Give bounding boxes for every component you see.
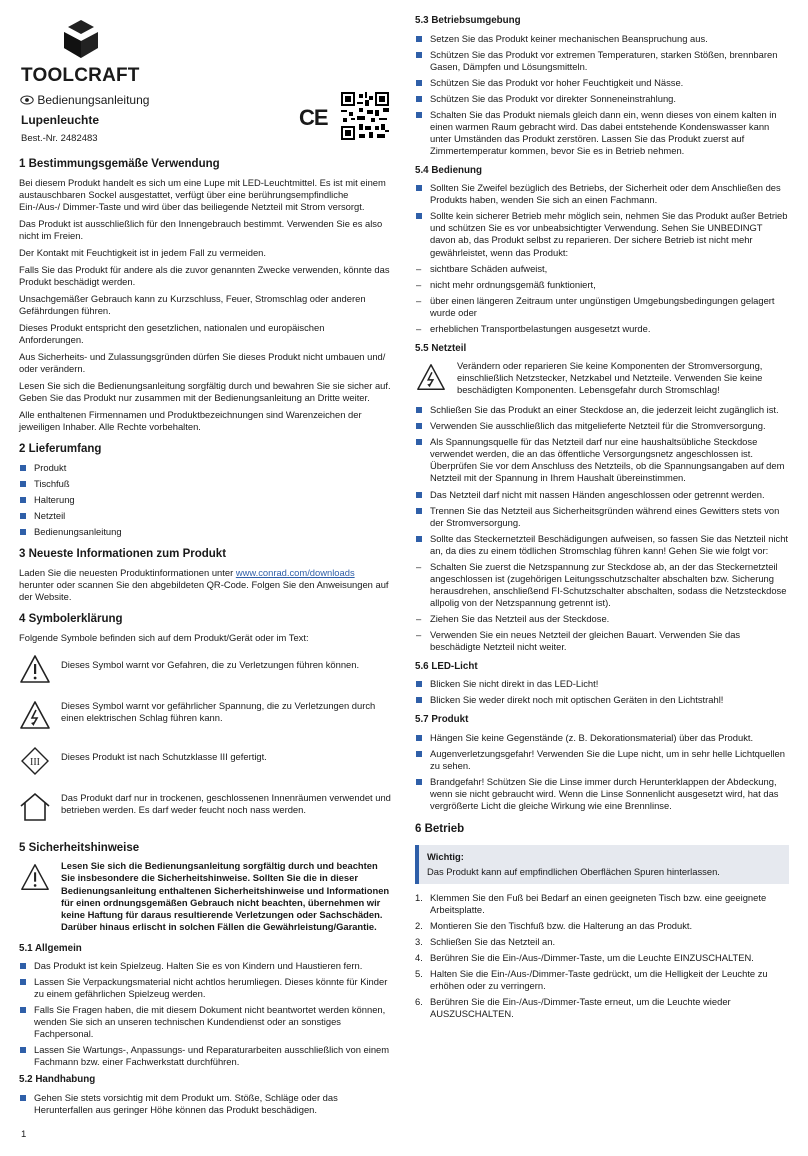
list-item: Schützen Sie das Produkt vor extremen Temperaturen, starken Stößen, brennbaren Gasen, Dämpfen und Lösungsmitteln. (415, 49, 789, 73)
left-column (19, 157, 391, 1122)
eye-icon (20, 95, 34, 105)
list-item: – erheblichen Transportbelastungen ausgesetzt wurde. (415, 323, 789, 335)
step-text: Schließen Sie das Netzteil an. (430, 936, 556, 948)
section-5-heading: 5 Sicherheitshinweise (19, 841, 140, 854)
section-5-5-heading: 5.5 Netzteil (415, 342, 467, 354)
list-item: Bedienungsanleitung (19, 526, 391, 538)
brand-name: TOOLCRAFT (21, 65, 140, 86)
step-number: 3. (415, 936, 423, 948)
s1-paragraph: Falls Sie das Produkt für andere als die zuvor genannten Zwecke verwenden, könnte das Produkt beschädigt werden. (19, 263, 390, 287)
product-safety-list (415, 732, 789, 812)
section-1-heading: 1 Bestimmungsgemäße Verwendung (19, 158, 220, 170)
s1-paragraph: Das Produkt ist ausschließlich für den Innengebrauch bestimmt. Verwenden Sie es also nicht im Freien. (19, 217, 383, 241)
list-item (415, 892, 789, 916)
list-item: Sollte das Steckernetzteil Beschädigungen aufweisen, so fassen Sie das Netzteil nicht an, da dies zu einem tödlichen Stromschlag führen kann! Gehen Sie wie folgt vor: (415, 533, 789, 557)
general-safety-list (19, 960, 391, 1068)
order-number: Best.-Nr. 2482483 (21, 133, 98, 144)
high-voltage-icon (19, 699, 51, 731)
step-number: 6. (415, 996, 423, 1008)
environment-list (415, 33, 789, 157)
protection-class-3-icon (19, 745, 51, 777)
section-5-1-heading: 5.1 Allgemein (19, 942, 82, 954)
high-voltage-icon (415, 362, 447, 392)
list-item: Sollte kein sicherer Betrieb mehr möglich sein, nehmen Sie das Produkt außer Betrieb und schützen Sie es vor unbeabsichtigter Verwendung. Sehen Sie UNBEDINGT davon ab, das Produkt selbst zu reparieren. Der sichere Betrieb ist nicht mehr gewährleistet, wenn das Produkt: (415, 210, 789, 258)
list-item: Das Netzteil darf nicht mit nassen Händen angeschlossen oder getrennt werden. (415, 489, 789, 501)
step-number: 4. (415, 952, 423, 964)
s3-text-before: Laden Sie die neuesten Produktinformationen unter (19, 566, 236, 578)
downloads-link[interactable]: www.conrad.com/downloads (235, 566, 355, 578)
s1-paragraph: Aus Sicherheits- und Zulassungsgründen dürfen Sie dieses Produkt nicht umbauen und/ oder verändern. (19, 351, 386, 375)
list-item (415, 952, 789, 964)
list-item: Verwenden Sie ausschließlich das mitgelieferte Netzteil für die Stromversorgung. (415, 420, 789, 432)
step-text: Berühren Sie die Ein-/Aus-/Dimmer-Taste erneut, um die Leuchte wieder AUSZUSCHALTEN. (430, 996, 731, 1020)
step-text: Berühren Sie die Ein-/Aus-/Dimmer-Taste, um die Leuchte EINZUSCHALTEN. (430, 952, 754, 964)
s1-paragraph: Bei diesem Produkt handelt es sich um eine Lupe mit LED-Leuchtmittel. Es ist mit einem austauschbaren Sockel ausgestattet, verfügt über eine berührungsempfindliche Ein-/Aus-/ Dimmer-Taste und wird über das beiliegende Netzteil mit Strom versorgt. (19, 176, 386, 212)
list-item: Tischfuß (19, 478, 391, 490)
list-item: Blicken Sie weder direkt noch mit optischen Geräten in den Lichtstrahl! (415, 694, 789, 706)
warning-triangle-icon (19, 862, 51, 892)
s3-text-after: herunter oder scannen Sie den abgebildeten QR-Code. Folgen Sie den Anweisungen auf der Website. (19, 578, 389, 602)
s1-paragraph: Lesen Sie sich die Bedienungsanleitung sorgfältig durch und bewahren Sie sie sicher auf. Geben Sie das Produkt nur zusammen mit der Bedienungsanleitung an Dritte weiter. (19, 380, 391, 404)
step-number: 1. (415, 891, 423, 903)
list-item: – Verwenden Sie ein neues Netzteil der gleichen Bauart. Verwenden Sie das beschädigte Netzteil nicht weiter. (415, 629, 789, 653)
list-item: – Schalten Sie zuerst die Netzspannung zur Steckdose ab, an der das Steckernetzteil angeschlossen ist (zugehörigen Leitungsschutzschalter abschalten bzw. Sicherung herausdrehen, anschließend FI-Schutzschalter abschalten, sodass die Netzsteckdose allpolig von der Netzspannung getrennt ist). (415, 561, 789, 609)
list-item: Schützen Sie das Produkt vor direkter Sonneneinstrahlung. (415, 93, 789, 105)
step-number: 5. (415, 968, 423, 980)
handling-list (19, 1092, 391, 1116)
list-item: Als Spannungsquelle für das Netzteil darf nur eine haushaltsübliche Steckdose verwendet werden, die an das öffentliche Versorgungsnetz angeschlossen ist. Überprüfen Sie vor dem Anschluss des Netzteils, ob die Spannungsangaben auf dem Netzteil mit der Spannung in Ihrem Haushalt übereinstimmen. (415, 436, 789, 484)
notice-title: Wichtig: (427, 850, 464, 862)
list-item: – über einen längeren Zeitraum unter ungünstigen Umgebungsbedingungen gelagert wurde oder (415, 295, 789, 319)
led-safety-list (415, 678, 789, 706)
symbol-row (19, 791, 391, 829)
section-1-body (19, 177, 391, 434)
section-6-heading: 6 Betrieb (415, 823, 465, 836)
list-item: Augenverletzungsgefahr! Verwenden Sie die Lupe nicht, um in sehr helle Lichtquellen zu sehen. (415, 748, 789, 772)
scope-of-delivery-list (19, 462, 391, 538)
warning-triangle-icon (19, 653, 51, 685)
doc-type-label: Bedienungsanleitung (37, 93, 150, 107)
list-item (415, 936, 789, 948)
doc-type (20, 93, 149, 108)
list-item (415, 920, 789, 932)
important-notice (415, 845, 789, 884)
ce-mark: CE (299, 105, 328, 130)
power-supply-list (415, 404, 789, 556)
symbol-desc: Dieses Symbol warnt vor Gefahren, die zu Verletzungen führen können. (61, 658, 360, 670)
list-item: – sichtbare Schäden aufweist, (415, 263, 789, 275)
symbol-desc: Das Produkt darf nur in trockenen, geschlossenen Innenräumen verwendet und betrieben werden. Es darf weder feucht noch nass werden. (61, 791, 391, 815)
list-item (415, 968, 789, 992)
list-item: Brandgefahr! Schützen Sie die Linse immer durch Herunterklappen der Abdeckung, wenn sie nicht gebraucht wird. Wenn die Linse Sonnenlicht ausgesetzt wird, hat das vergrößerte Licht die gleiche Wirkung wie eine Brennlinse. (415, 776, 789, 812)
s1-paragraph: Unsachgemäßer Gebrauch kann zu Kurzschluss, Feuer, Stromschlag oder anderen Gefährdungen führen. (19, 292, 366, 316)
indoor-use-house-icon (19, 791, 51, 823)
list-item: Netzteil (19, 510, 391, 522)
s1-paragraph: Dieses Produkt entspricht den gesetzlichen, nationalen und europäischen Anforderungen. (19, 322, 325, 346)
list-item: Lassen Sie Verpackungsmaterial nicht achtlos herumliegen. Dieses könnte für Kinder zu einem gefährlichen Spielzeug werden. (19, 976, 391, 1000)
section-3-heading: 3 Neueste Informationen zum Produkt (19, 548, 227, 561)
list-item: Schließen Sie das Produkt an einer Steckdose an, die jederzeit leicht zugänglich ist. (415, 404, 789, 416)
list-item: Falls Sie Fragen haben, die mit diesem Dokument nicht beantwortet werden können, wenden Sie sich an unseren technischen Kundendienst oder an sonstiges Fachpersonal. (19, 1004, 391, 1040)
s1-paragraph: Alle enthaltenen Firmennamen und Produktbezeichnungen sind Warenzeichen der jeweiligen Inhaber. Alle Rechte vorbehalten. (19, 409, 362, 433)
list-item: Trennen Sie das Netzteil aus Sicherheitsgründen während eines Gewitters stets von der Stromversorgung. (415, 505, 789, 529)
page-number: 1 (21, 1129, 27, 1140)
operation-safety-list (415, 182, 789, 258)
section-4-heading: 4 Symbolerklärung (19, 612, 123, 625)
safety-warning (19, 860, 391, 932)
unsafe-conditions-list (415, 263, 789, 335)
section-5-3-heading: 5.3 Betriebsumgebung (415, 15, 521, 26)
step-text: Klemmen Sie den Fuß bei Bedarf an einen geeigneten Tisch bzw. eine geeignete Arbeitsplatte. (430, 891, 767, 915)
power-supply-warning-text: Verändern oder reparieren Sie keine Komponenten der Stromversorgung, einschließlich Netzstecker, Netzkabel und Netzteile. Verwenden Sie keine beschädigten Komponenten. Lebensgefahr durch Stromschlag! (457, 360, 763, 396)
symbol-desc: Dieses Symbol warnt vor gefährlicher Spannung, die zu Verletzungen durch einen elektrischen Schlag führen kann. (61, 699, 376, 723)
list-item: Schützen Sie das Produkt vor hoher Feuchtigkeit und Nässe. (415, 77, 789, 89)
s1-paragraph: Der Kontakt mit Feuchtigkeit ist in jedem Fall zu vermeiden. (19, 246, 266, 258)
step-number: 2. (415, 920, 423, 932)
list-item: Setzen Sie das Produkt keiner mechanischen Beanspruchung aus. (415, 33, 789, 45)
toolcraft-logo-icon (58, 18, 104, 64)
symbol-row (19, 745, 391, 783)
list-item: Produkt (19, 462, 391, 474)
symbol-row (19, 653, 391, 691)
section-2-heading: 2 Lieferumfang (19, 443, 102, 456)
class3-label: III (30, 756, 40, 768)
list-item: Gehen Sie stets vorsichtig mit dem Produkt um. Stöße, Schläge oder das Herunterfallen aus geringer Höhe können das Produkt beschädigen. (19, 1092, 391, 1116)
list-item: Halterung (19, 494, 391, 506)
qr-code[interactable] (341, 92, 389, 140)
product-title: Lupenleuchte (21, 113, 100, 127)
section-4-intro: Folgende Symbole befinden sich auf dem Produkt/Gerät oder im Text: (19, 631, 309, 643)
list-item: – nicht mehr ordnungsgemäß funktioniert, (415, 279, 789, 291)
damaged-adapter-steps (415, 561, 789, 653)
list-item: Das Produkt ist kein Spielzeug. Halten Sie es von Kindern und Haustieren fern. (19, 960, 391, 972)
list-item: Sollten Sie Zweifel bezüglich des Betriebs, der Sicherheit oder dem Anschließen des Produkts haben, wenden Sie sich an einen Fachmann. (415, 182, 789, 206)
list-item: Schalten Sie das Produkt niemals gleich dann ein, wenn dieses von einem kalten in einen warmen Raum gebracht wird. Das dabei entstehende Kondenswasser kann unter Umständen das Produkt zerstören. Lassen Sie das Produkt zuerst auf Zimmertemperatur kommen, bevor Sie es in Betrieb nehmen. (415, 109, 789, 157)
list-item: Lassen Sie Wartungs-, Anpassungs- und Reparaturarbeiten ausschließlich von einem Fachmann bzw. einer Fachwerkstatt durchführen. (19, 1044, 391, 1068)
list-item: – Ziehen Sie das Netzteil aus der Steckdose. (415, 613, 789, 625)
list-item: Hängen Sie keine Gegenstände (z. B. Dekorationsmaterial) über das Produkt. (415, 732, 789, 744)
symbol-desc: Dieses Produkt ist nach Schutzklasse III gefertigt. (61, 750, 267, 762)
symbol-row (19, 699, 391, 737)
section-3-text (19, 567, 391, 603)
step-text: Montieren Sie den Tischfuß bzw. die Halterung an das Produkt. (430, 920, 693, 932)
list-item (415, 996, 789, 1020)
notice-text: Das Produkt kann auf empfindlichen Oberflächen Spuren hinterlassen. (427, 865, 720, 877)
power-supply-warning (415, 360, 789, 396)
section-5-2-heading: 5.2 Handhabung (19, 1074, 96, 1086)
section-5-4-heading: 5.4 Bedienung (415, 164, 482, 176)
list-item: Blicken Sie nicht direkt in das LED-Licht! (415, 678, 789, 690)
section-5-6-heading: 5.6 LED-Licht (415, 660, 478, 672)
right-column (415, 15, 789, 1024)
section-5-7-heading: 5.7 Produkt (415, 714, 469, 726)
safety-warning-text: Lesen Sie sich die Bedienungsanleitung sorgfältig durch und beachten Sie insbesondere die Sicherheitshinweise. Sollten Sie die in dieser Bedienungsanleitung enthaltenen Sicherheitshinweise und Informationen für einen ordnungsgemäßen Gebrauch nicht beachten, übernehmen wir keine Haftung für daraus resultierende Verletzungen oder Sachschäden. Darüber hinaus erlischt in solchen Fällen die Gewährleistung/Garantie. (61, 860, 390, 932)
step-text: Halten Sie die Ein-/Aus-/Dimmer-Taste gedrückt, um die Helligkeit der Leuchte zu erhöhen oder zu verringern. (430, 968, 768, 992)
operation-steps (415, 892, 789, 1020)
